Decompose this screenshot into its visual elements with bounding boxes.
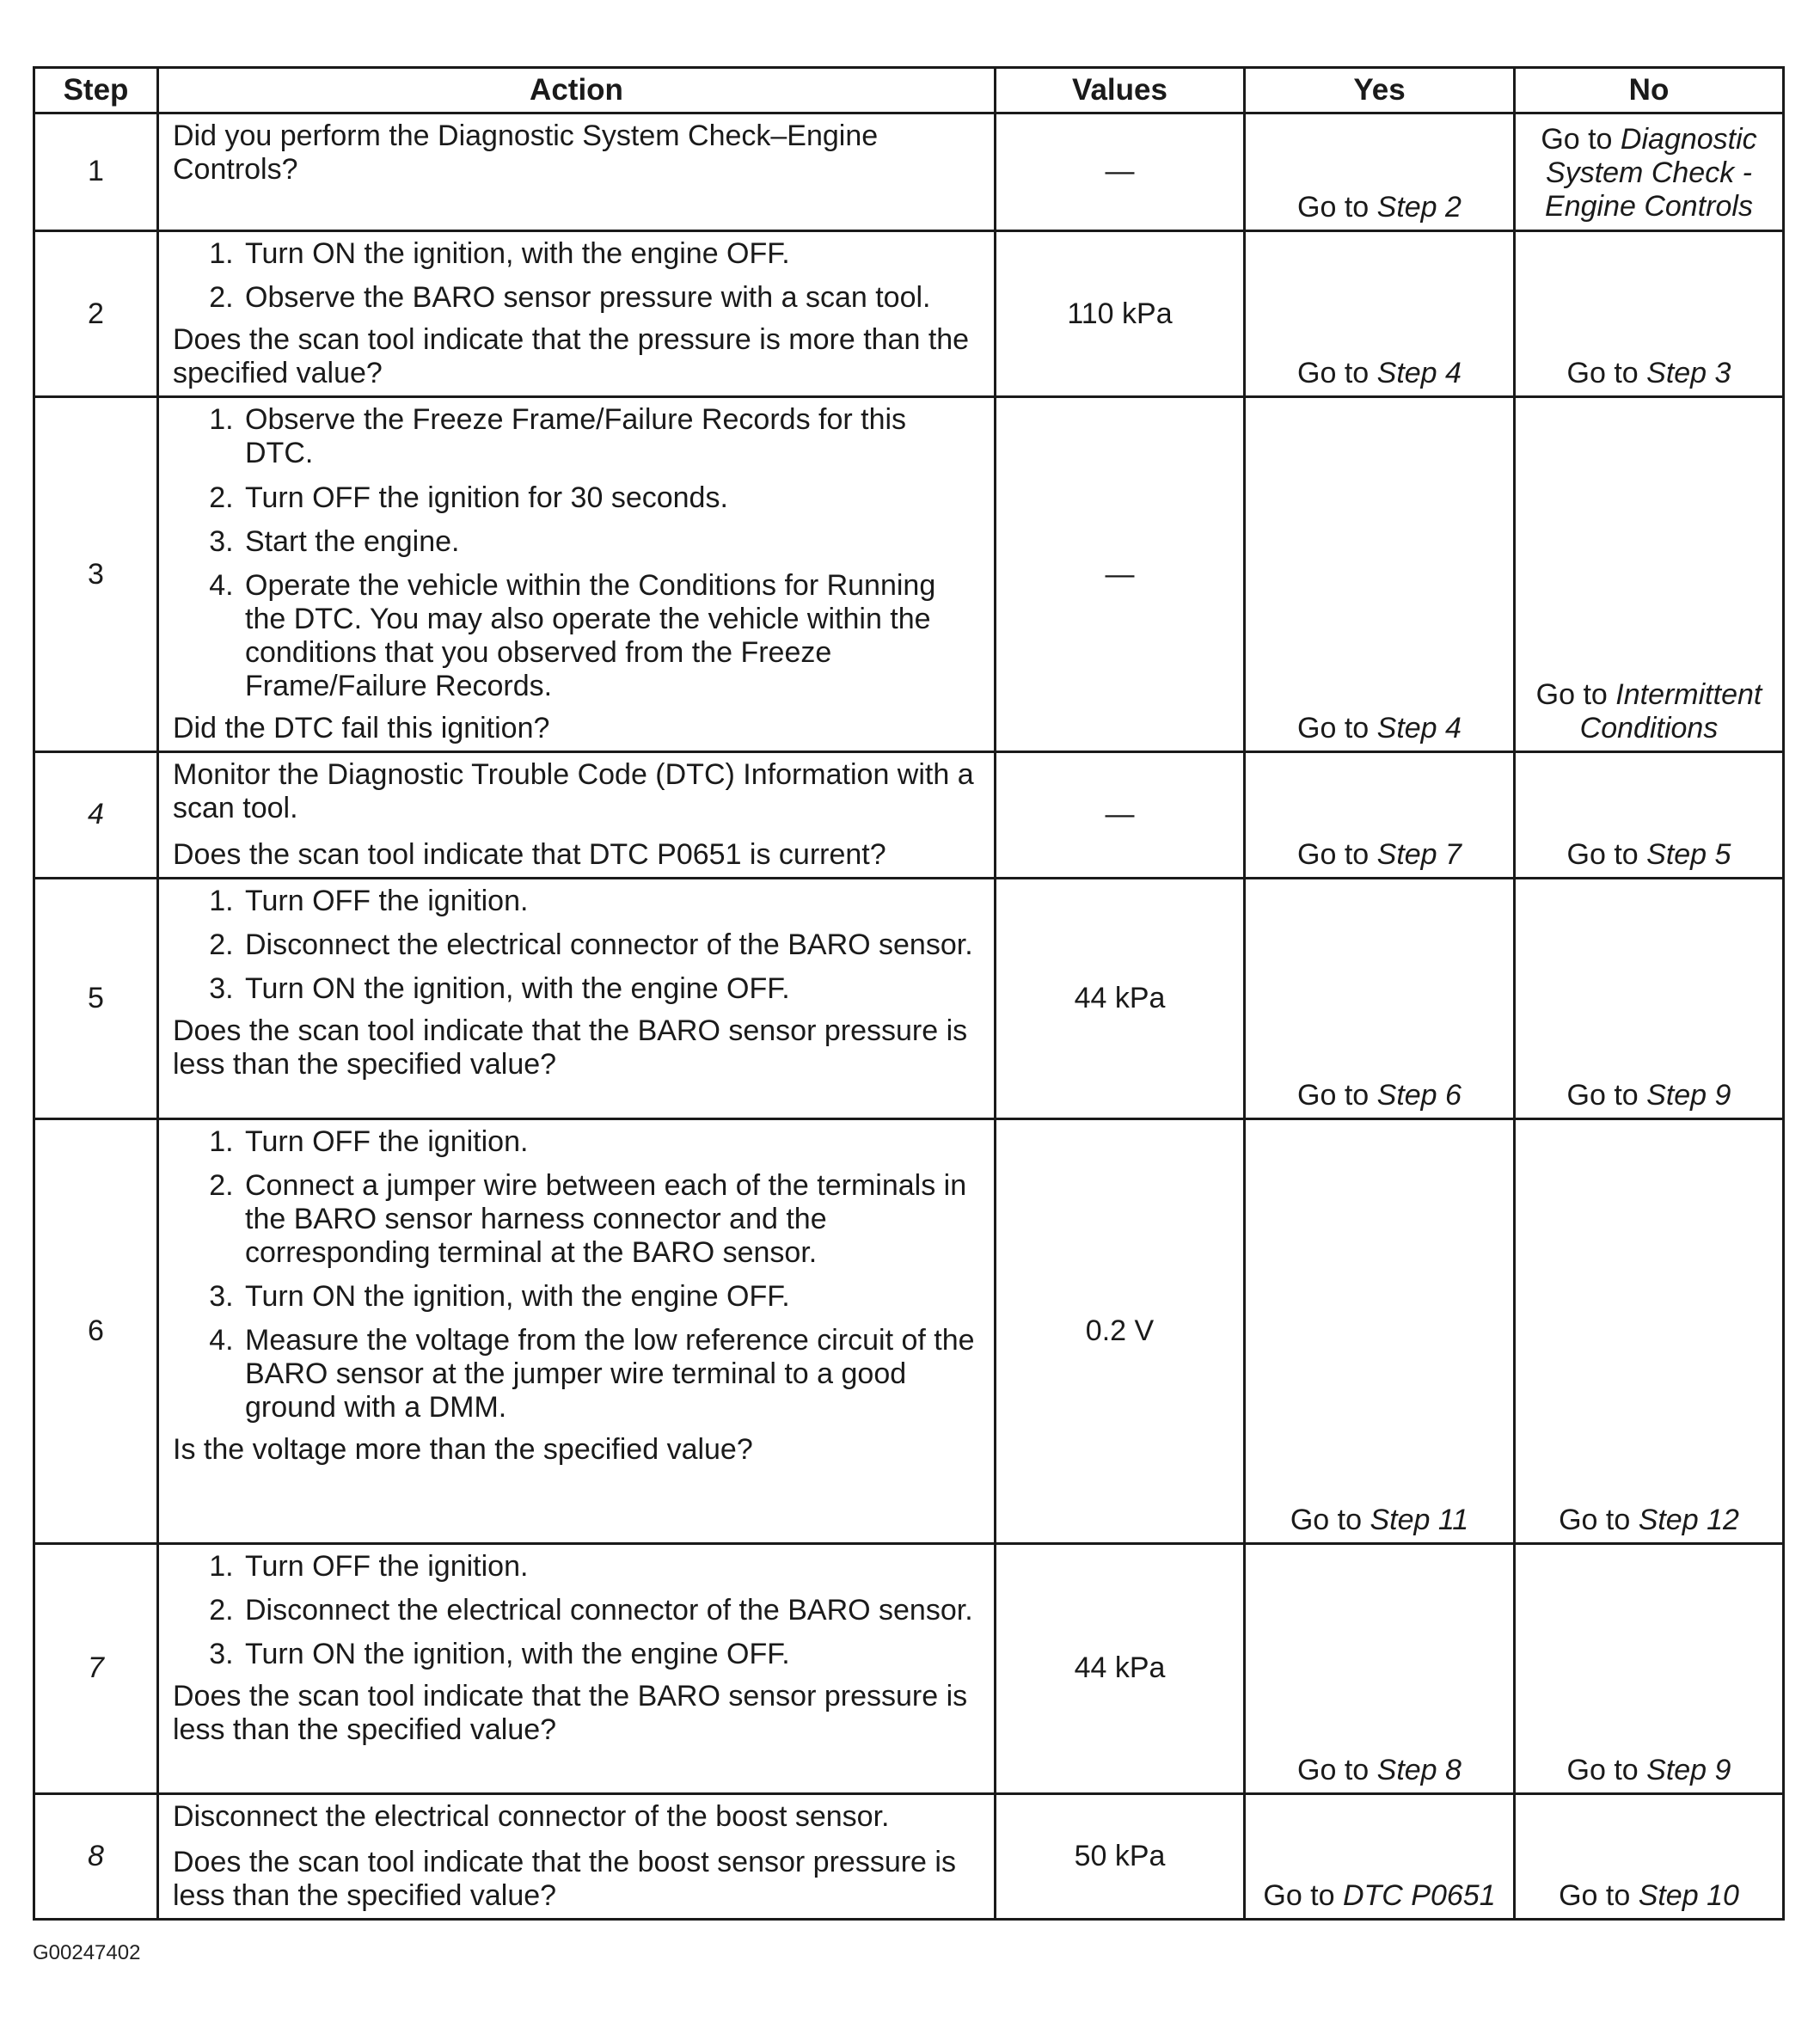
action-intro: Monitor the Diagnostic Trouble Code (DTC) Information with a scan tool. [173,758,974,825]
yes-reference: Step 2 [1376,190,1462,224]
action-cell [158,1118,996,1543]
no-reference: Step 9 [1646,1753,1731,1786]
yes-reference: DTC P0651 [1342,1878,1496,1912]
step-number: 6 [34,1118,158,1543]
no-cell [1515,878,1784,1118]
header-step: Step [34,68,158,113]
action-step-item: 3. Turn ON the ignition, with the engine OFF. [242,1280,982,1314]
action-step-item: 1. Observe the Freeze Frame/Failure Records for this DTC. [242,403,982,470]
step-number: 3 [34,397,158,752]
step-number: 4 [34,752,158,878]
no-reference: Step 10 [1638,1878,1739,1912]
value-cell: 110 kPa [996,231,1245,397]
yes-reference: Step 8 [1376,1753,1462,1786]
yes-reference: Step 6 [1376,1078,1462,1112]
step-number: 8 [34,1793,158,1919]
header-values: Values [996,68,1245,113]
yes-cell [1245,752,1515,878]
yes-prefix: Go to [1263,1878,1343,1912]
action-question: Does the scan tool indicate that the pressure is more than the specified value? [173,323,970,390]
action-step-item: 2. Disconnect the electrical connector of the BARO sensor. [242,1594,982,1627]
yes-prefix: Go to [1297,837,1377,871]
no-cell [1515,113,1784,231]
action-step-item: 4. Operate the vehicle within the Conditions for Running the DTC. You may also operate the vehicle within the conditions that you observed from the Freeze Frame/Failure Records. [242,569,982,703]
no-reference: Step 3 [1646,357,1731,390]
no-reference: Step 9 [1646,1078,1731,1112]
value-cell: 0.2 V [996,1118,1245,1543]
step-number: 1 [34,113,158,231]
no-prefix: Go to [1559,1878,1639,1912]
no-prefix: Go to [1566,1078,1647,1112]
yes-prefix: Go to [1297,190,1377,224]
table-row [34,1793,1784,1919]
action-step-item: 1. Turn ON the ignition, with the engine OFF. [242,237,982,271]
no-reference: Diagnostic System Check - Engine Controls [1545,123,1757,224]
yes-cell [1245,231,1515,397]
diagnostic-table [33,66,1785,1921]
action-question: Does the scan tool indicate that the BARO sensor pressure is less than the specified value? [173,1014,968,1081]
yes-cell [1245,1118,1515,1543]
table-row [34,113,1784,231]
no-prefix: Go to [1559,1503,1639,1536]
action-question: Does the scan tool indicate that the boost sensor pressure is less than the specified value? [173,1845,956,1912]
no-prefix: Go to [1566,357,1647,390]
step-number: 2 [34,231,158,397]
yes-prefix: Go to [1290,1503,1370,1536]
action-step-item: 2. Connect a jumper wire between each of the terminals in the BARO sensor harness connector and the corresponding terminal at the BARO sensor. [242,1169,982,1270]
action-question: Does the scan tool indicate that DTC P0651 is current? [173,837,886,871]
action-step-item: 4. Measure the voltage from the low reference circuit of the BARO sensor at the jumper wire terminal to a good ground with a DMM. [242,1324,982,1425]
value-cell: — [996,752,1245,878]
value-cell: 44 kPa [996,878,1245,1118]
action-step-list [173,885,982,1006]
yes-cell [1245,397,1515,752]
table-row [34,231,1784,397]
step-number: 7 [34,1543,158,1793]
action-cell [158,113,996,231]
action-step-item: 2. Turn OFF the ignition for 30 seconds. [242,481,982,515]
yes-reference: Step 7 [1376,837,1462,871]
table-row [34,752,1784,878]
action-cell [158,397,996,752]
action-step-list [173,403,982,703]
action-question: Is the voltage more than the specified value? [173,1433,753,1467]
no-cell [1515,752,1784,878]
table-row [34,1543,1784,1793]
yes-cell [1245,113,1515,231]
header-yes: Yes [1245,68,1515,113]
header-action: Action [158,68,996,113]
yes-prefix: Go to [1297,712,1377,745]
table-row [34,1118,1784,1543]
action-intro: Did you perform the Diagnostic System Check–Engine Controls? [173,119,879,187]
no-cell [1515,397,1784,752]
header-row [34,68,1784,113]
value-cell: — [996,113,1245,231]
yes-prefix: Go to [1297,1753,1377,1786]
action-step-item: 3. Turn ON the ignition, with the engine OFF. [242,972,982,1006]
yes-reference: Step 4 [1376,712,1462,745]
no-prefix: Go to [1535,678,1616,712]
no-prefix: Go to [1566,1753,1647,1786]
no-reference: Intermittent Conditions [1579,678,1762,745]
yes-cell [1245,1793,1515,1919]
action-step-item: 1. Turn OFF the ignition. [242,885,982,918]
action-step-item: 2. Observe the BARO sensor pressure with a scan tool. [242,281,982,315]
action-step-item: 3. Start the engine. [242,525,982,559]
action-cell [158,878,996,1118]
value-cell: 50 kPa [996,1793,1245,1919]
header-no: No [1515,68,1784,113]
no-cell [1515,231,1784,397]
action-step-item: 1. Turn OFF the ignition. [242,1125,982,1159]
no-reference: Step 12 [1638,1503,1739,1536]
no-prefix: Go to [1541,123,1621,156]
action-question: Does the scan tool indicate that the BARO sensor pressure is less than the specified value? [173,1679,968,1747]
action-cell [158,1543,996,1793]
step-number: 5 [34,878,158,1118]
action-step-item: 2. Disconnect the electrical connector of the BARO sensor. [242,928,982,962]
action-intro: Disconnect the electrical connector of the boost sensor. [173,1799,890,1833]
yes-reference: Step 11 [1370,1503,1469,1536]
action-question: Did the DTC fail this ignition? [173,712,550,745]
table-row [34,878,1784,1118]
no-cell [1515,1543,1784,1793]
action-step-list [173,1550,982,1671]
action-step-item: 3. Turn ON the ignition, with the engine OFF. [242,1638,982,1671]
action-cell [158,1793,996,1919]
value-cell: 44 kPa [996,1543,1245,1793]
yes-reference: Step 4 [1376,357,1462,390]
no-prefix: Go to [1566,837,1647,871]
value-cell: — [996,397,1245,752]
action-step-list [173,237,982,315]
no-cell [1515,1793,1784,1919]
yes-prefix: Go to [1297,1078,1377,1112]
action-step-item: 1. Turn OFF the ignition. [242,1550,982,1584]
yes-cell [1245,878,1515,1118]
yes-cell [1245,1543,1515,1793]
no-cell [1515,1118,1784,1543]
table-row [34,397,1784,752]
no-reference: Step 5 [1646,837,1731,871]
table-body [34,113,1784,1920]
figure-id: G00247402 [33,1941,141,1964]
yes-prefix: Go to [1297,357,1377,390]
action-cell [158,752,996,878]
action-step-list [173,1125,982,1425]
action-cell [158,231,996,397]
